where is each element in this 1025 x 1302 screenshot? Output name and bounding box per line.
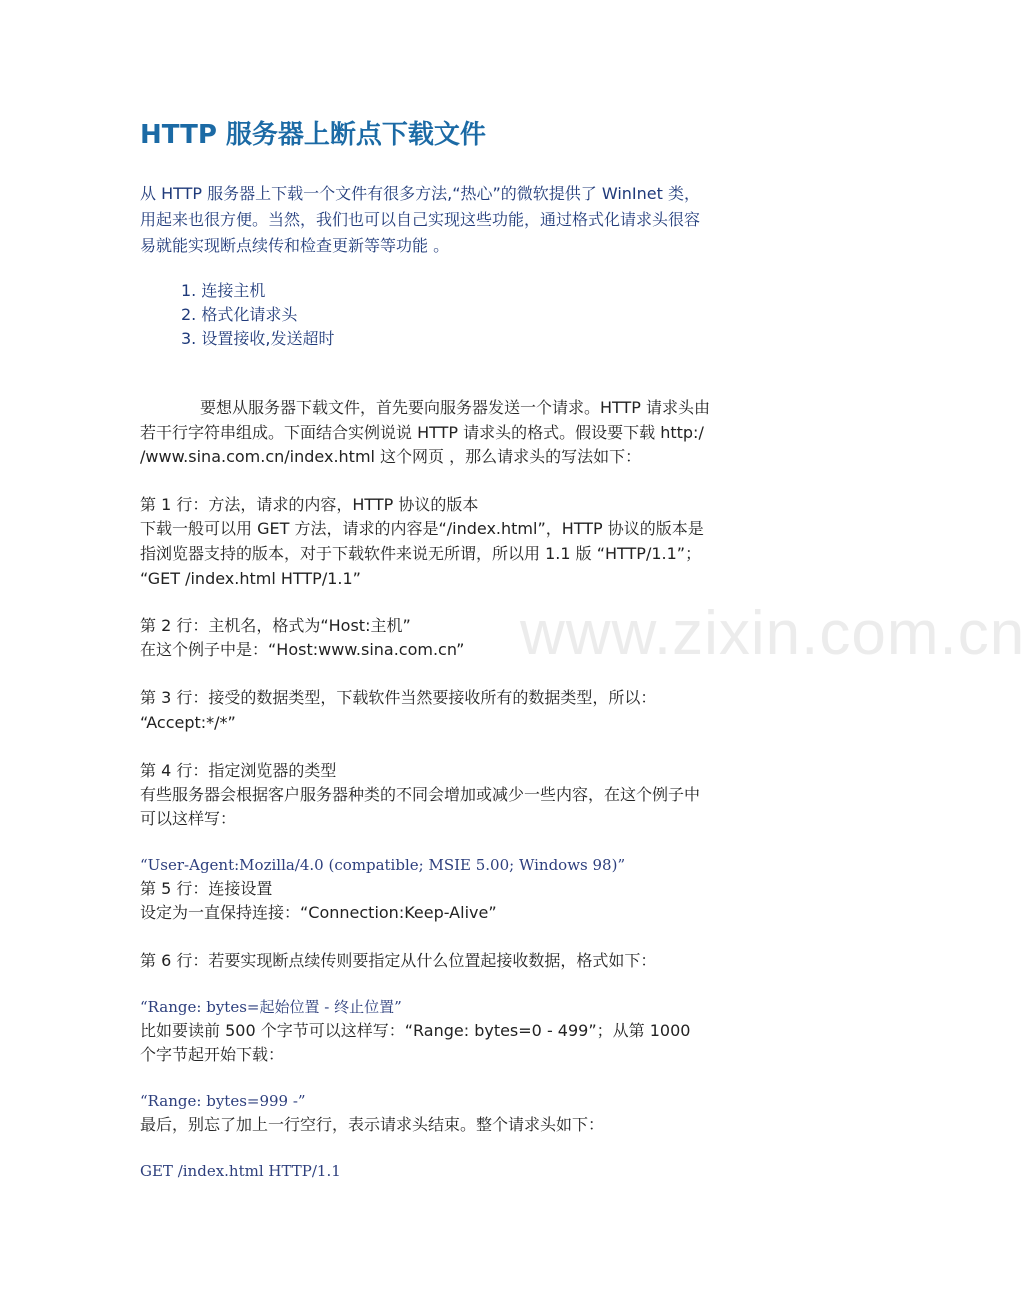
line3-example: “Accept:*/*” (140, 713, 236, 732)
range-999-example: “Range: bytes=999 -” (140, 1092, 306, 1110)
watermark: www.zixin.com.cn (520, 599, 1025, 668)
request-line: GET /index.html HTTP/1.1 (140, 1162, 341, 1180)
line2-example: 在这个例子中是：“Host:www.sina.com.cn” (140, 640, 465, 659)
list-item: 2. 格式化请求头 (181, 305, 298, 324)
line1-text-1: 下载一般可以用 GET 方法，请求的内容是“/index.html”，HTTP 协议的版本是 (140, 519, 704, 538)
para1-line-2: 若干行字符串组成。下面结合实例说说 HTTP 请求头的格式。假设要下载 http:/ (140, 423, 704, 442)
range-format: “Range: bytes=起始位置 - 终止位置” (140, 998, 402, 1016)
line1-text-2: 指浏览器支持的版本，对于下载软件来说无所谓，所以用 1.1 版 “HTTP/1.1”； (140, 544, 702, 563)
line5-heading: 第 5 行：连接设置 (140, 879, 273, 898)
document-title: HTTP 服务器上断点下载文件 (140, 120, 486, 150)
ending-text: 最后，别忘了加上一行空行，表示请求头结束。整个请求头如下： (140, 1115, 605, 1134)
para1-line-3: /www.sina.com.cn/index.html 这个网页 ，那么请求头的写法如下： (140, 447, 642, 466)
line5-example: 设定为一直保持连接：“Connection:Keep-Alive” (140, 903, 497, 922)
intro-line-2: 用起来也很方便。当然，我们也可以自己实现这些功能，通过格式化请求头很容 (140, 210, 701, 229)
line4-text-1: 有些服务器会根据客户服务器种类的不同会增加或减少一些内容，在这个例子中 (140, 785, 701, 804)
para1-line-1: 要想从服务器下载文件，首先要向服务器发送一个请求。HTTP 请求头由 (200, 398, 711, 417)
user-agent-example: “User-Agent:Mozilla/4.0 (compatible; MSIE 5.00; Windows 98)” (140, 856, 626, 874)
line4-heading: 第 4 行：指定浏览器的类型 (140, 761, 337, 780)
line4-text-2: 可以这样写： (140, 809, 237, 828)
intro-line-3: 易就能实现断点续传和检查更新等等功能 。 (140, 236, 450, 255)
range-example-2: 个字节起开始下载： (140, 1045, 285, 1064)
intro-line-1: 从 HTTP 服务器上下载一个文件有很多方法,“热心”的微软提供了 WinInet 类， (140, 184, 700, 203)
line3-heading: 第 3 行：接受的数据类型，下载软件当然要接收所有的数据类型，所以： (140, 688, 657, 707)
line1-heading: 第 1 行：方法，请求的内容，HTTP 协议的版本 (140, 495, 479, 514)
range-example-1: 比如要读前 500 个字节可以这样写：“Range: bytes=0 - 499”；从第 1000 (140, 1021, 691, 1040)
list-item: 3. 设置接收,发送超时 (181, 329, 335, 348)
line2-heading: 第 2 行：主机名，格式为“Host:主机” (140, 616, 411, 635)
line1-example: “GET /index.html HTTP/1.1” (140, 569, 361, 588)
list-item: 1. 连接主机 (181, 281, 266, 300)
line6-heading: 第 6 行：若要实现断点续传则要指定从什么位置起接收数据，格式如下： (140, 951, 657, 970)
